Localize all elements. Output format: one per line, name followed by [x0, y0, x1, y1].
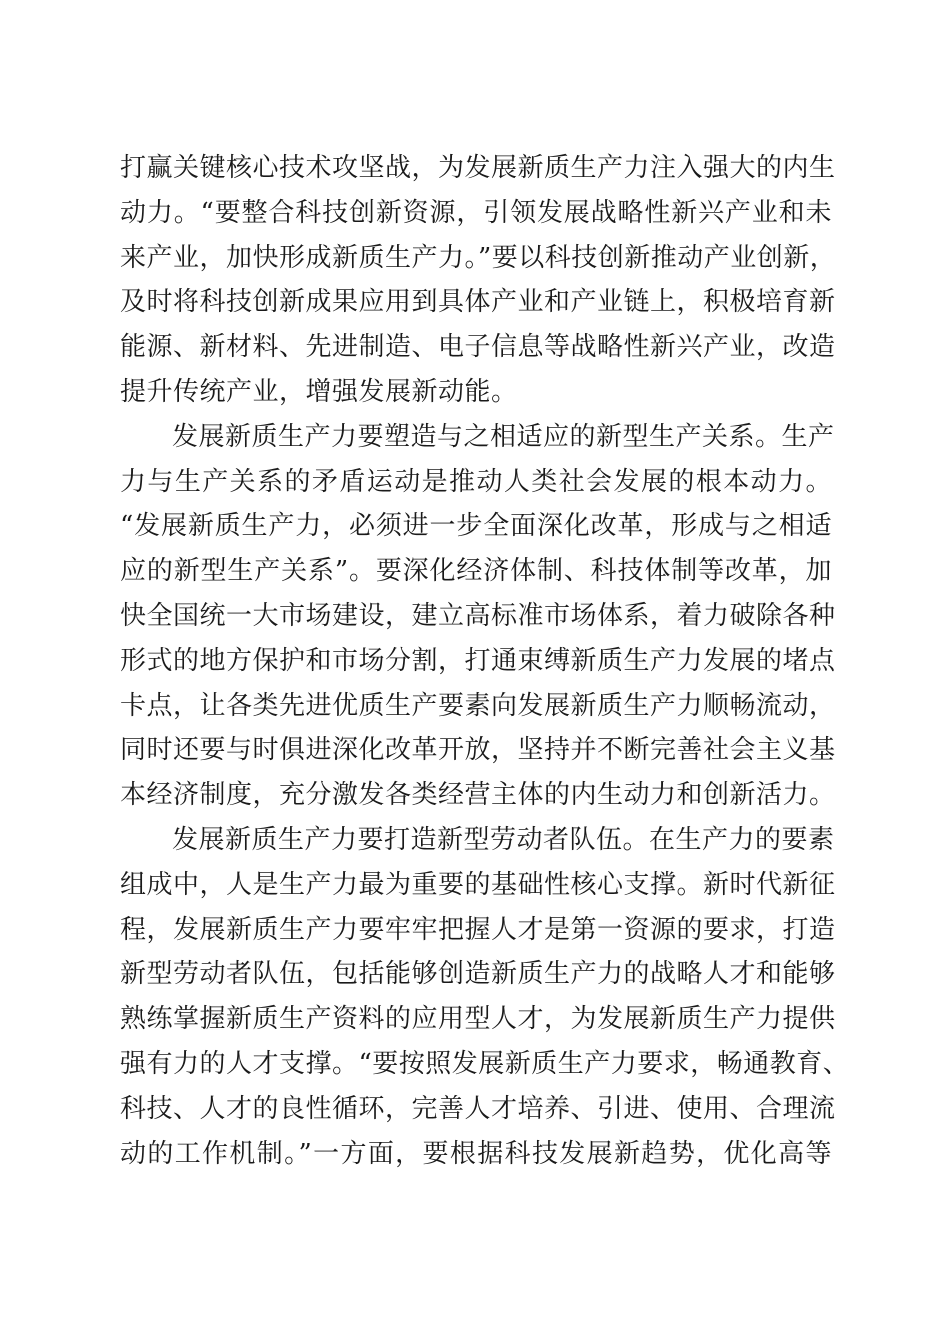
text-line: 强有力的人才支撑。“要按照发展新质生产力要求，畅通教育、: [120, 1048, 850, 1079]
text-line: 科技、人才的良性循环，完善人才培养、引进、使用、合理流: [120, 1093, 836, 1124]
text-line: “发展新质生产力，必须进一步全面深化改革，形成与之相适: [120, 511, 832, 542]
text-line: 提升传统产业，增强发展新动能。: [120, 376, 518, 407]
text-line: 及时将科技创新成果应用到具体产业和产业链上，积极培育新: [120, 287, 836, 318]
text-line: 快全国统一大市场建设，建立高标准市场体系，着力破除各种: [120, 600, 836, 631]
text-line: 动的工作机制。”一方面，要根据科技发展新趋势，优化高等: [120, 1138, 832, 1169]
text-line: 卡点，让各类先进优质生产要素向发展新质生产力顺畅流动，: [120, 690, 836, 721]
text-line: 能源、新材料、先进制造、电子信息等战略性新兴产业，改造: [120, 332, 836, 363]
text-line: 动力。“要整合科技创新资源，引领发展战略性新兴产业和未: [120, 197, 832, 228]
paragraph-first-line: 发展新质生产力要塑造与之相适应的新型生产关系。生产: [172, 421, 835, 452]
paragraph-first-line: 发展新质生产力要打造新型劳动者队伍。在生产力的要素: [172, 824, 835, 855]
text-line: 组成中，人是生产力最为重要的基础性核心支撑。新时代新征: [120, 869, 836, 900]
text-line: 新型劳动者队伍，包括能够创造新质生产力的战略人才和能够: [120, 959, 836, 990]
text-line: 本经济制度，充分激发各类经营主体的内生动力和创新活力。: [120, 780, 836, 811]
body-text: [120, 146, 850, 1176]
text-line: 程，发展新质生产力要牢牢把握人才是第一资源的要求，打造: [120, 914, 836, 945]
text-line: 熟练掌握新质生产资料的应用型人才，为发展新质生产力提供: [120, 1004, 836, 1035]
text-line: 力与生产关系的矛盾运动是推动人类社会发展的根本动力。: [120, 466, 832, 497]
text-line: 形式的地方保护和市场分割，打通束缚新质生产力发展的堵点: [120, 645, 836, 676]
text-line: 打赢关键核心技术攻坚战，为发展新质生产力注入强大的内生: [120, 153, 836, 183]
text-line: 来产业，加快形成新质生产力。”要以科技创新推动产业创新，: [120, 242, 837, 273]
text-line: 同时还要与时俱进深化改革开放，坚持并不断完善社会主义基: [120, 735, 836, 766]
text-line: 应的新型生产关系”。要深化经济体制、科技体制等改革，加: [120, 556, 832, 587]
